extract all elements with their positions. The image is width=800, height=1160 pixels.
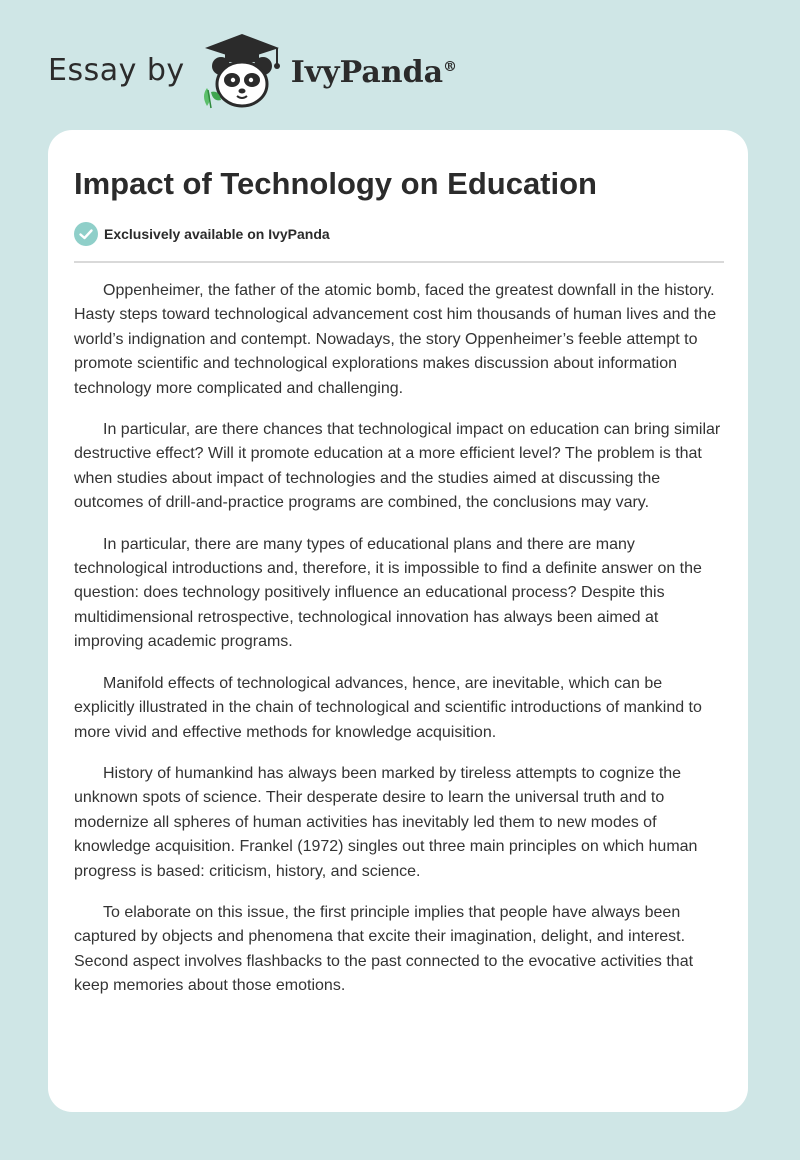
paragraph: Oppenheimer, the father of the atomic bomb, faced the greatest downfall in the history. Hasty steps toward technological advancement cost him thousands of human lives and the world’s indignation and contempt. Nowadays, the story Oppenheimer’s feeble attempt to promote scientific and technological explorations makes discussion about information technology more complicated and challenging. <box>74 282 717 397</box>
article-body <box>74 279 726 1016</box>
panda-graduate-icon <box>199 30 285 110</box>
site-header <box>48 30 457 110</box>
page-title: Impact of Technology on Education <box>74 166 597 201</box>
essay-by-label: Essay by <box>48 52 185 88</box>
divider <box>74 261 724 263</box>
exclusive-label: Exclusively available on IvyPanda <box>104 226 330 242</box>
exclusive-badge <box>74 222 330 246</box>
paragraph: Manifold effects of technological advances, hence, are inevitable, which can be explicitly illustrated in the chain of technological and scientific introductions of mankind to more vivid and effective methods for knowledge acquisition. <box>74 674 702 741</box>
article-card <box>48 130 748 1112</box>
paragraph: In particular, are there chances that technological impact on education can bring similar destructive effect? Will it promote education at a more efficient level? The problem is that when studies about impact of technologies and the studies aimed at discussing the outcomes of drill-and-practice programs are combined, the conclusions may vary. <box>74 421 721 512</box>
check-circle-icon <box>74 222 98 246</box>
brand-name: IvyPanda® <box>290 54 458 90</box>
paragraph: To elaborate on this issue, the first principle implies that people have always been captured by objects and phenomena that excite their imagination, delight, and interest. Second aspect involves flashbacks to the past connected to the evocative activities that keep memories about those emotions. <box>74 903 694 995</box>
paragraph: History of humankind has always been marked by tireless attempts to cognize the unknown spots of science. Their desperate desire to learn the universal truth and to modernize all spheres of human activities has inevitably led them to new modes of knowledge acquisition. Frankel (1972) singles out three main principles on which human progress is based: criticism, history, and science. <box>74 764 698 880</box>
paragraph: In particular, there are many types of educational plans and there are many technological introductions and, therefore, it is impossible to find a definite answer on the question: does technology positively influence an educational process? Despite this multidimensional retrospective, technological innovation has always been aimed at improving academic programs. <box>74 535 702 651</box>
